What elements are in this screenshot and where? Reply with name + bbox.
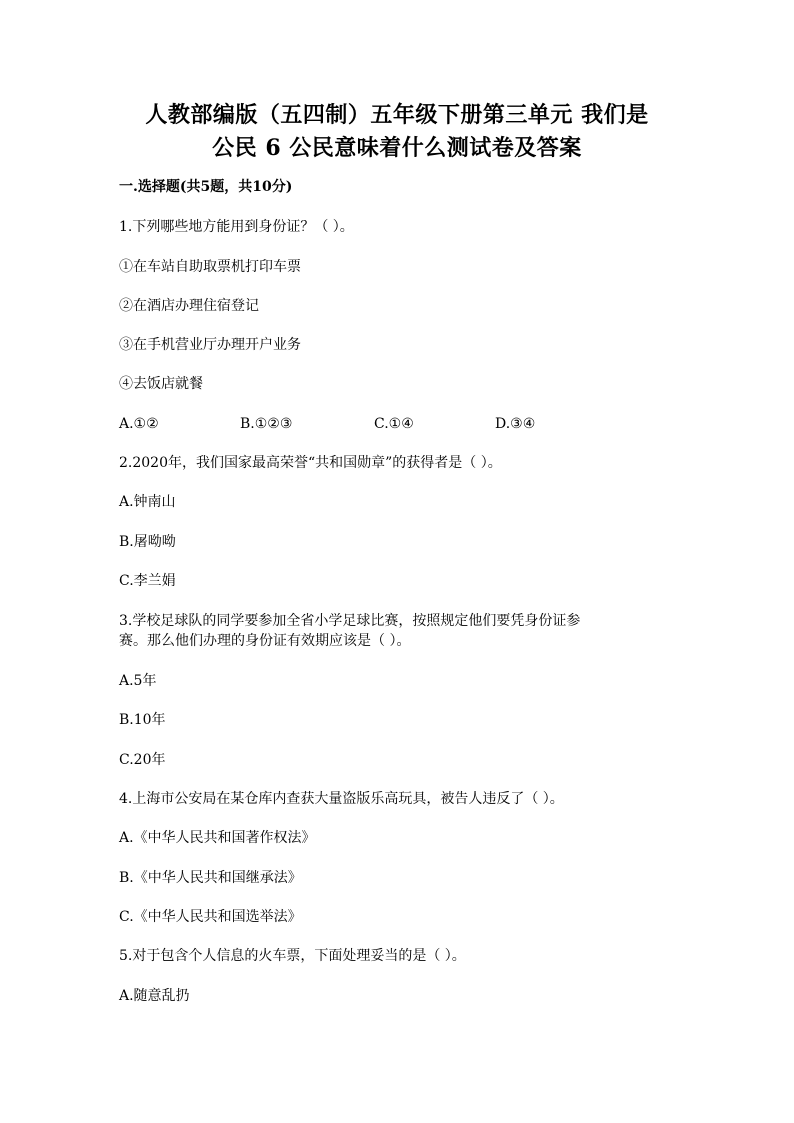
question-4-option-b: B.《中华人民共和国继承法》	[119, 870, 302, 886]
question-4-option-c: C.《中华人民共和国选举法》	[119, 909, 302, 925]
question-2-stem: 2.2020年，我们国家最高荣誉“共和国勋章”的获得者是（ ）。	[119, 455, 502, 471]
question-1-item-2: ②在酒店办理住宿登记	[119, 298, 259, 314]
question-1-item-4: ④去饭店就餐	[119, 376, 203, 392]
question-1-option-d: D.③④	[495, 416, 536, 432]
section-heading: 一.选择题(共5题，共10分)	[119, 179, 293, 195]
document-title-line-2: 公民 6 公民意味着什么测试卷及答案	[212, 135, 582, 161]
question-2-option-c: C.李兰娟	[119, 573, 176, 589]
question-1-option-c: C.①④	[374, 416, 414, 432]
question-1-item-1: ①在车站自助取票机打印车票	[119, 259, 301, 275]
question-4-stem: 4.上海市公安局在某仓库内查获大量盗版乐高玩具，被告人违反了（ ）。	[119, 791, 564, 807]
question-3-option-b: B.10年	[119, 712, 166, 728]
question-5-stem: 5.对于包含个人信息的火车票，下面处理妥当的是（ ）。	[119, 948, 466, 964]
document-title-line-1: 人教部编版（五四制）五年级下册第三单元 我们是	[145, 102, 649, 128]
question-2-option-a: A.钟南山	[119, 494, 176, 510]
question-3-stem-line-2: 赛。那么他们办理的身份证有效期应该是（ ）。	[119, 633, 411, 649]
question-1-item-3: ③在手机营业厅办理开户业务	[119, 337, 301, 353]
question-3-stem-line-1: 3.学校足球队的同学要参加全省小学足球比赛，按照规定他们要凭身份证参	[119, 613, 581, 629]
question-2-option-b: B.屠呦呦	[119, 534, 176, 550]
question-1-option-a: A.①②	[119, 416, 159, 432]
question-3-option-a: A.5年	[119, 673, 157, 689]
question-1-stem: 1.下列哪些地方能用到身份证？（ ）。	[119, 219, 354, 235]
question-1-option-b: B.①②③	[240, 416, 293, 432]
question-3-option-c: C.20年	[119, 752, 166, 768]
question-5-option-a: A.随意乱扔	[119, 988, 190, 1004]
question-4-option-a: A.《中华人民共和国著作权法》	[119, 830, 316, 846]
